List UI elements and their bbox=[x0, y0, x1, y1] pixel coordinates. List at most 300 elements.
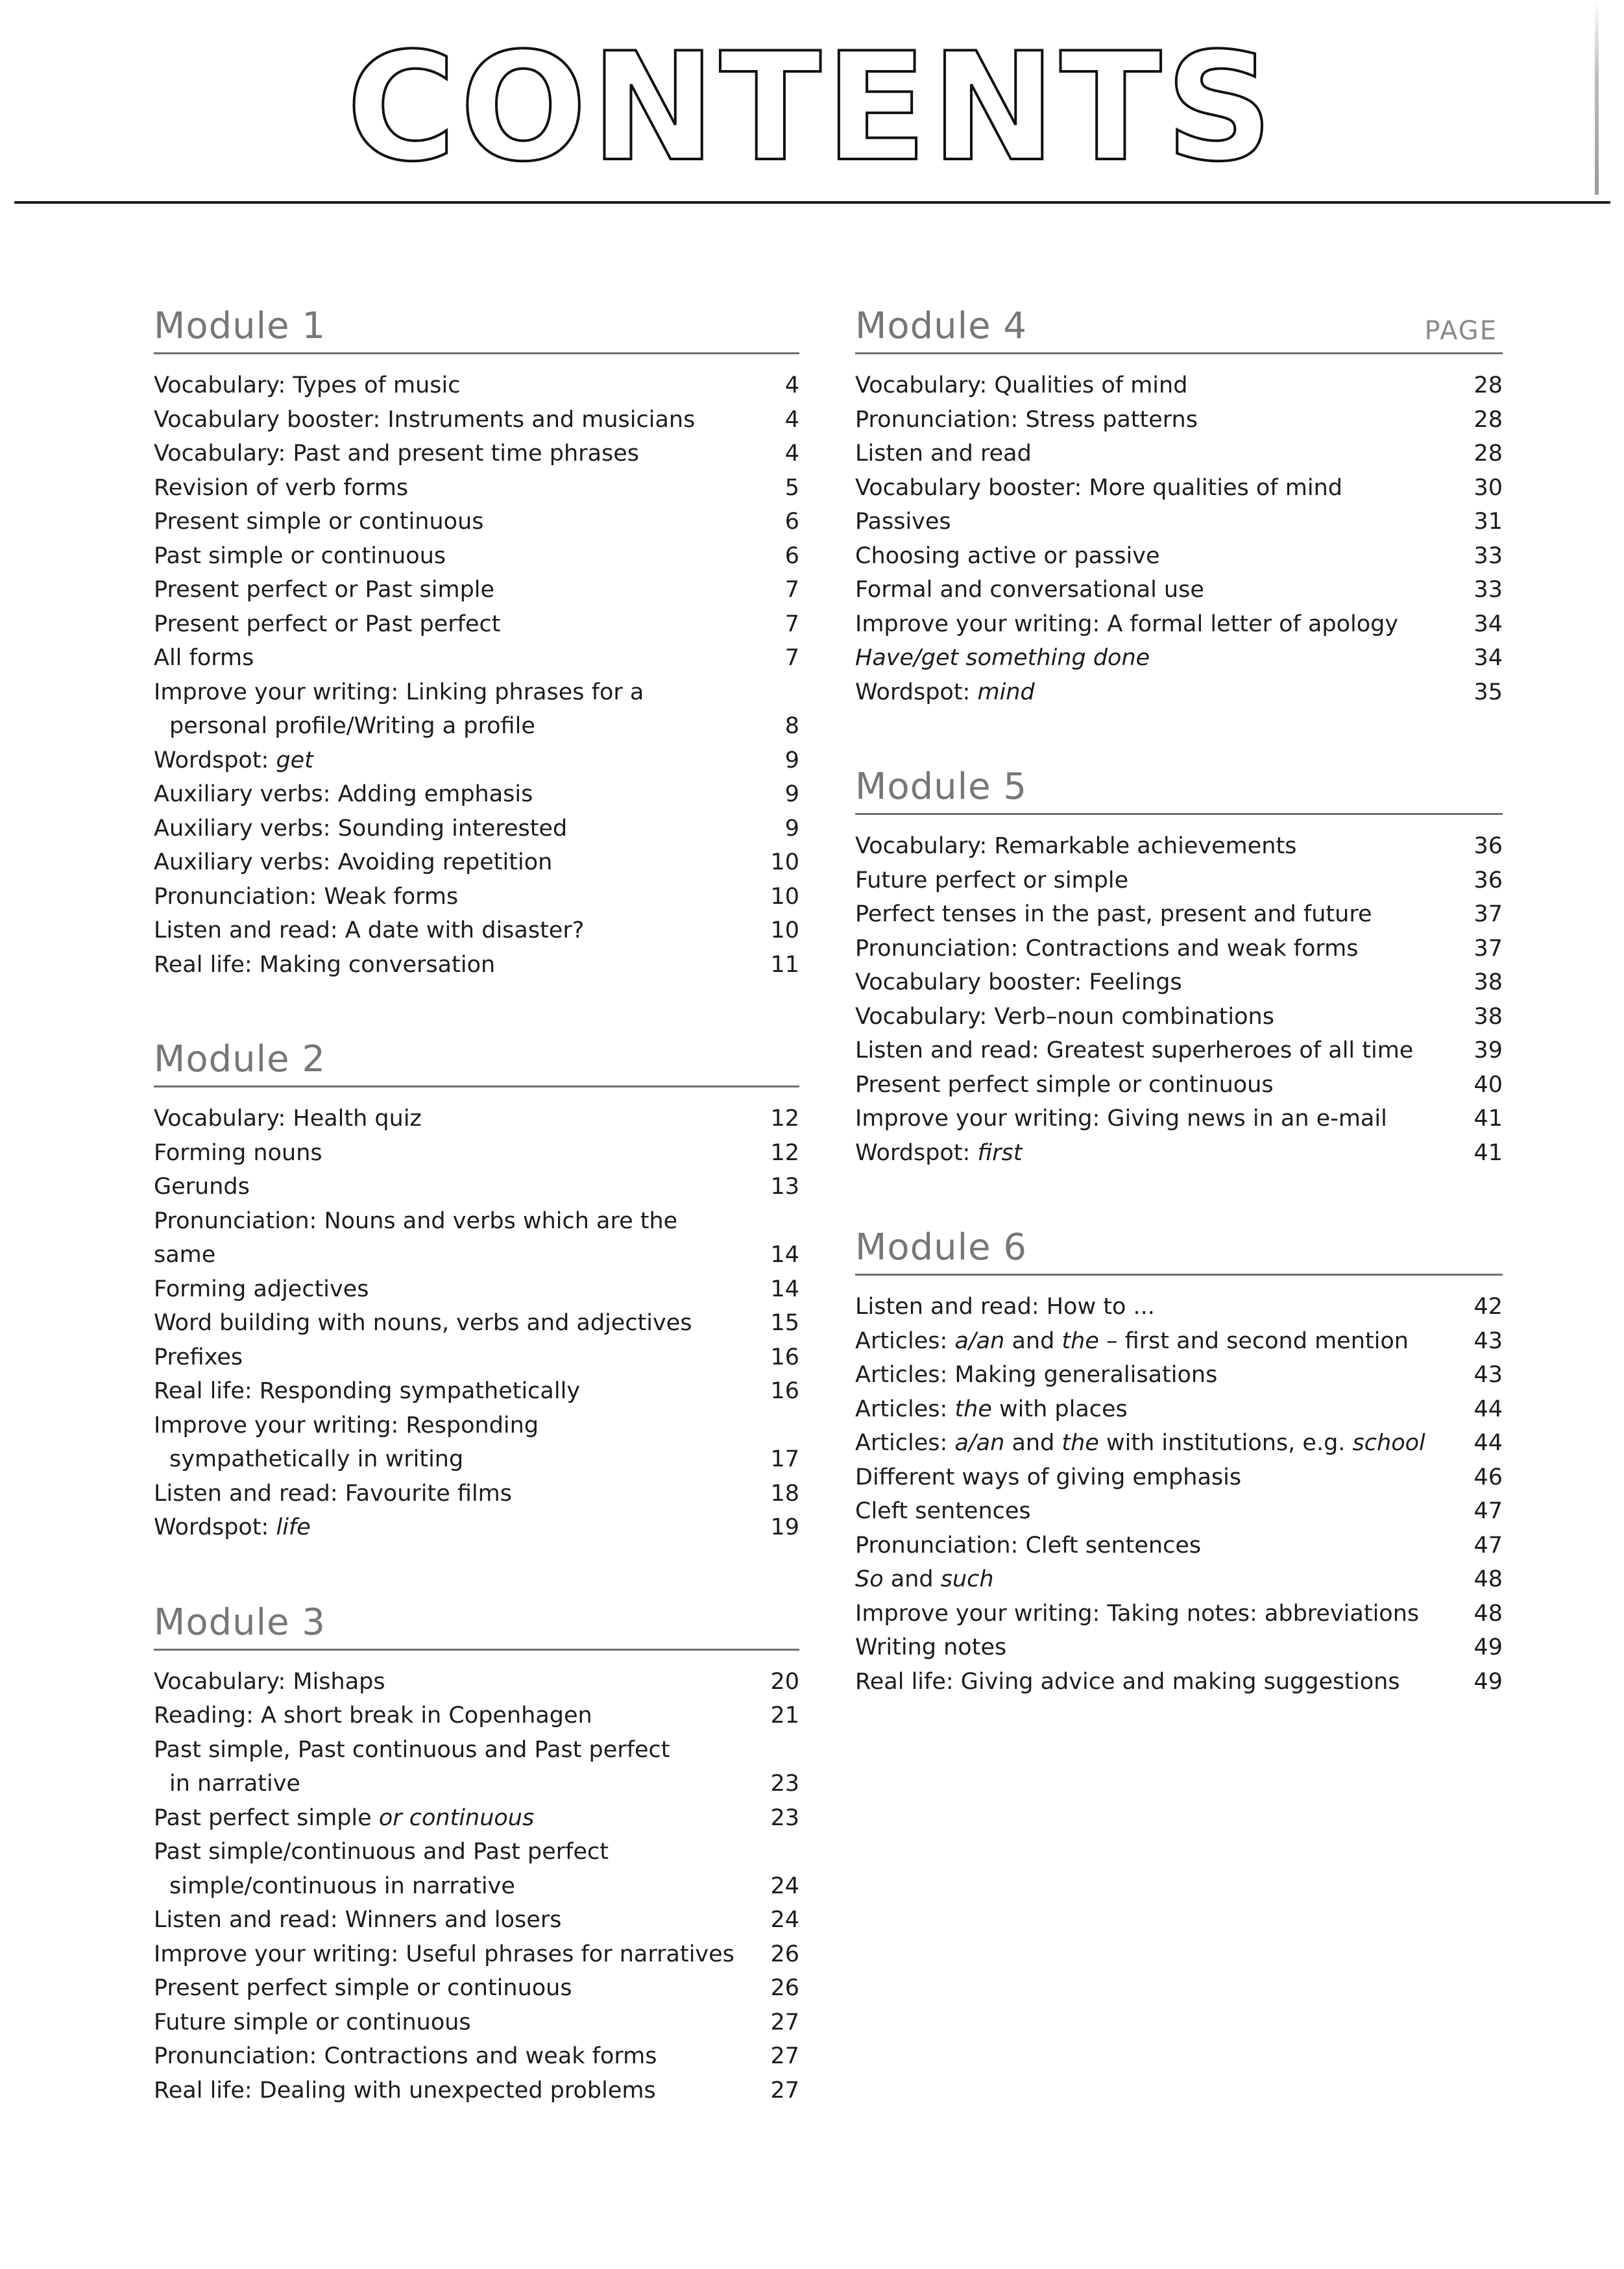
entry-text-part: Listen and read: Greatest superheroes of all time bbox=[855, 1037, 1414, 1063]
entry-text-part: mind bbox=[977, 679, 1035, 705]
entry-page-number: 9 bbox=[784, 781, 799, 807]
entry-text-part: Vocabulary: Verb–noun combinations bbox=[855, 1003, 1274, 1030]
entry-title bbox=[855, 1392, 1457, 1427]
entry-text-part: Real life: Giving advice and making suggestions bbox=[855, 1668, 1400, 1695]
entry-title bbox=[154, 1903, 754, 1937]
entry-page-number: 34 bbox=[1473, 645, 1503, 671]
entry-text-part: Prefixes bbox=[154, 1344, 243, 1370]
entry-title bbox=[855, 1034, 1457, 1068]
contents-entry bbox=[154, 812, 799, 846]
entry-text-part: Past simple or continuous bbox=[154, 542, 446, 569]
contents-entry bbox=[154, 1306, 799, 1341]
contents-entry bbox=[154, 1937, 799, 1972]
right-column bbox=[855, 302, 1503, 1752]
entry-title bbox=[855, 1102, 1457, 1136]
entry-title bbox=[855, 1631, 1457, 1665]
contents-entry bbox=[154, 1767, 799, 1801]
contents-entry bbox=[154, 505, 799, 539]
contents-entry bbox=[154, 1511, 799, 1545]
module-section bbox=[855, 302, 1503, 709]
entry-title bbox=[855, 897, 1457, 932]
contents-entry bbox=[855, 675, 1503, 710]
entry-text-part: Passives bbox=[855, 509, 951, 535]
contents-entry bbox=[154, 1869, 799, 1904]
entry-text-part: Listen and read: A date with disaster? bbox=[154, 917, 585, 943]
entry-text-part: All forms bbox=[154, 645, 254, 671]
entry-page-number: 8 bbox=[784, 713, 799, 739]
entry-page-number: 43 bbox=[1473, 1362, 1503, 1388]
entry-text-part: Articles: bbox=[855, 1328, 955, 1354]
entry-text-part: Real life: Responding sympathetically bbox=[154, 1378, 581, 1404]
entry-page-number: 5 bbox=[784, 474, 799, 501]
module-title: Module 4 bbox=[855, 305, 1028, 347]
contents-entry bbox=[855, 1494, 1503, 1529]
contents-entry bbox=[154, 1801, 799, 1836]
entry-page-number: 17 bbox=[770, 1446, 799, 1472]
entry-title bbox=[154, 777, 754, 812]
entry-page-number: 38 bbox=[1473, 969, 1503, 995]
left-column bbox=[154, 302, 799, 2161]
entry-page-number: 9 bbox=[784, 815, 799, 842]
entry-text-part: such bbox=[940, 1566, 994, 1592]
contents-entry bbox=[154, 914, 799, 948]
entry-page-number: 34 bbox=[1473, 611, 1503, 637]
entry-text-part: Pronunciation: Nouns and verbs which are the same bbox=[154, 1207, 678, 1268]
entry-page-number: 4 bbox=[784, 441, 799, 467]
contents-entry bbox=[154, 539, 799, 574]
entry-title bbox=[855, 573, 1457, 607]
entry-title bbox=[154, 1136, 754, 1171]
entry-title bbox=[154, 1665, 754, 1699]
entry-title bbox=[154, 914, 754, 948]
contents-entry bbox=[154, 709, 799, 744]
contents-title-text: CONTENTS bbox=[346, 26, 1277, 188]
entry-title bbox=[154, 880, 754, 914]
entry-page-number: 13 bbox=[770, 1174, 799, 1200]
entry-title bbox=[855, 437, 1457, 471]
contents-entry bbox=[154, 1903, 799, 1937]
entry-title bbox=[855, 539, 1457, 574]
entry-text-part: Vocabulary: Mishaps bbox=[154, 1668, 385, 1695]
entry-title bbox=[855, 1562, 1457, 1597]
contents-entry bbox=[154, 1409, 799, 1443]
entry-title bbox=[154, 845, 754, 880]
entry-title bbox=[154, 437, 754, 471]
contents-entry bbox=[855, 573, 1503, 607]
entry-title bbox=[154, 471, 754, 505]
entry-text-part: Real life: Dealing with unexpected problems bbox=[154, 2077, 656, 2104]
entry-title bbox=[154, 709, 754, 744]
entry-page-number: 48 bbox=[1473, 1566, 1503, 1592]
entry-title bbox=[855, 1324, 1457, 1359]
entry-text-part: the bbox=[954, 1396, 992, 1422]
entry-text-part: Writing notes bbox=[855, 1634, 1007, 1660]
entry-title bbox=[855, 1290, 1457, 1324]
entry-text-part: Listen and read: Favourite films bbox=[154, 1480, 513, 1507]
entry-title bbox=[154, 675, 754, 710]
entry-page-number: 36 bbox=[1473, 867, 1503, 893]
entry-text-part: get bbox=[276, 747, 313, 773]
contents-entry bbox=[855, 505, 1503, 539]
entry-page-number: 15 bbox=[770, 1310, 799, 1336]
entry-text-part: Vocabulary: Types of music bbox=[154, 372, 461, 398]
entry-title bbox=[154, 1272, 754, 1307]
entry-page-number: 27 bbox=[770, 2077, 799, 2104]
entry-page-number: 37 bbox=[1473, 901, 1503, 927]
contents-entry bbox=[855, 1631, 1503, 1665]
contents-entry bbox=[154, 403, 799, 437]
entry-page-number: 16 bbox=[770, 1344, 799, 1370]
contents-entry bbox=[855, 1562, 1503, 1597]
entry-text-part: Forming nouns bbox=[154, 1139, 322, 1166]
contents-entry bbox=[855, 403, 1503, 437]
entry-text-part: simple/continuous in narrative bbox=[169, 1873, 515, 1899]
entry-page-number: 48 bbox=[1473, 1600, 1503, 1627]
entry-text-part: Forming adjectives bbox=[154, 1276, 369, 1302]
module-heading bbox=[855, 302, 1503, 354]
entry-text-part: Revision of verb forms bbox=[154, 474, 409, 501]
contents-entry bbox=[154, 1665, 799, 1699]
title-rule bbox=[14, 201, 1610, 204]
entry-text-part: Choosing active or passive bbox=[855, 542, 1160, 569]
contents-entry bbox=[855, 1034, 1503, 1068]
contents-entry bbox=[154, 437, 799, 471]
entry-title bbox=[855, 369, 1457, 403]
entry-title bbox=[154, 812, 754, 846]
entry-page-number: 12 bbox=[770, 1106, 799, 1132]
entry-text-part: Present perfect or Past perfect bbox=[154, 611, 501, 637]
contents-entry bbox=[154, 607, 799, 642]
contents-entry bbox=[154, 1102, 799, 1136]
entry-title bbox=[154, 1409, 754, 1443]
contents-entry bbox=[154, 2006, 799, 2040]
entry-text-part: Vocabulary booster: Feelings bbox=[855, 969, 1182, 995]
entry-page-number: 33 bbox=[1473, 577, 1503, 603]
contents-entry bbox=[154, 1971, 799, 2006]
entry-page-number: 14 bbox=[770, 1276, 799, 1302]
entry-page-number: 10 bbox=[770, 883, 799, 910]
entry-page-number: 49 bbox=[1473, 1634, 1503, 1660]
contents-entry bbox=[855, 1597, 1503, 1631]
entry-text-part: Gerunds bbox=[154, 1174, 250, 1200]
entry-page-number: 31 bbox=[1473, 509, 1503, 535]
entry-page-number: 18 bbox=[770, 1480, 799, 1507]
entry-text-part: the bbox=[1061, 1430, 1099, 1456]
entry-page-number: 24 bbox=[770, 1907, 799, 1933]
entry-text-part: Vocabulary: Remarkable achievements bbox=[855, 833, 1297, 859]
entry-text-part: Wordspot: bbox=[855, 1139, 978, 1166]
entry-page-number: 30 bbox=[1473, 474, 1503, 501]
entry-text-part: Present perfect simple or continuous bbox=[855, 1071, 1274, 1098]
contents-entry bbox=[154, 1341, 799, 1375]
entry-text-part: first bbox=[977, 1139, 1023, 1166]
entry-text-part: Vocabulary: Health quiz bbox=[154, 1106, 422, 1132]
entry-text-part: Reading: A short break in Copenhagen bbox=[154, 1703, 592, 1729]
entry-text-part: Future simple or continuous bbox=[154, 2009, 471, 2035]
contents-entry bbox=[855, 1000, 1503, 1034]
entry-text-part: Formal and conversational use bbox=[855, 577, 1204, 603]
module-heading bbox=[154, 1598, 799, 1651]
entry-title bbox=[154, 573, 754, 607]
contents-entry bbox=[154, 1136, 799, 1171]
entry-text-part: Vocabulary booster: Instruments and musicians bbox=[154, 406, 696, 433]
entry-text-part: Future perfect or simple bbox=[855, 867, 1129, 893]
entry-page-number: 7 bbox=[784, 645, 799, 671]
entry-text-part: Pronunciation: Stress patterns bbox=[855, 406, 1198, 433]
entry-title bbox=[154, 1102, 754, 1136]
entry-title bbox=[154, 1971, 754, 2006]
entry-text-part: Auxiliary verbs: Adding emphasis bbox=[154, 781, 533, 807]
entry-page-number: 28 bbox=[1473, 406, 1503, 433]
entry-title bbox=[154, 2074, 754, 2108]
entry-title bbox=[855, 1358, 1457, 1392]
entry-text-part: Different ways of giving emphasis bbox=[855, 1464, 1242, 1490]
contents-entry bbox=[154, 1477, 799, 1511]
contents-entry bbox=[154, 744, 799, 778]
entry-title bbox=[855, 471, 1457, 505]
entry-title bbox=[154, 1374, 754, 1409]
contents-entry bbox=[154, 1733, 799, 1767]
entry-page-number: 36 bbox=[1473, 833, 1503, 859]
page-edge-mark bbox=[1595, 0, 1599, 195]
entry-page-number: 35 bbox=[1473, 679, 1503, 705]
entry-page-number: 24 bbox=[770, 1873, 799, 1899]
entry-title bbox=[154, 1341, 754, 1375]
entry-title bbox=[154, 1937, 754, 1972]
entry-text-part: Real life: Making conversation bbox=[154, 951, 496, 978]
entry-title bbox=[154, 1835, 754, 1869]
entry-text-part: Listen and read bbox=[855, 441, 1032, 467]
entry-title bbox=[154, 369, 754, 403]
entry-text-part: Word building with nouns, verbs and adjectives bbox=[154, 1310, 692, 1336]
entry-title bbox=[855, 1529, 1457, 1563]
entry-title bbox=[154, 1869, 754, 1904]
entry-text-part: Improve your writing: Taking notes: abbreviations bbox=[855, 1600, 1420, 1627]
entry-page-number: 19 bbox=[770, 1514, 799, 1540]
entry-text-part: Vocabulary: Qualities of mind bbox=[855, 372, 1188, 398]
contents-entry bbox=[855, 471, 1503, 505]
entry-page-number: 7 bbox=[784, 577, 799, 603]
entry-page-number: 6 bbox=[784, 509, 799, 535]
entry-page-number: 49 bbox=[1473, 1668, 1503, 1695]
contents-entry bbox=[154, 2074, 799, 2108]
entry-text-part: with places bbox=[991, 1396, 1128, 1422]
entry-page-number: 47 bbox=[1473, 1498, 1503, 1524]
entry-page-number: 44 bbox=[1473, 1396, 1503, 1422]
entry-title bbox=[855, 1068, 1457, 1102]
module-section bbox=[154, 302, 799, 982]
entry-text-part: Present perfect simple or continuous bbox=[154, 1975, 572, 2001]
contents-entry bbox=[855, 1324, 1503, 1359]
module-heading bbox=[855, 762, 1503, 815]
entry-page-number: 43 bbox=[1473, 1328, 1503, 1354]
entry-page-number: 23 bbox=[770, 1771, 799, 1797]
entry-text-part: Improve your writing: A formal letter of apology bbox=[855, 611, 1399, 637]
contents-entry bbox=[154, 880, 799, 914]
entry-page-number: 26 bbox=[770, 1975, 799, 2001]
entry-text-part: Vocabulary: Past and present time phrases bbox=[154, 441, 640, 467]
entry-text-part: Present perfect or Past simple bbox=[154, 577, 495, 603]
entry-title bbox=[855, 675, 1457, 710]
entry-title bbox=[154, 1477, 754, 1511]
contents-entry bbox=[154, 1204, 799, 1272]
entry-title bbox=[855, 403, 1457, 437]
entry-text-part: and bbox=[883, 1566, 941, 1592]
contents-entry bbox=[855, 1665, 1503, 1699]
entry-text-part: Auxiliary verbs: Sounding interested bbox=[154, 815, 568, 842]
module-section bbox=[855, 1223, 1503, 1699]
entry-title bbox=[154, 1170, 754, 1204]
contents-entry bbox=[855, 1290, 1503, 1324]
entry-title bbox=[855, 1461, 1457, 1495]
module-section bbox=[154, 1035, 799, 1545]
entry-title bbox=[855, 1426, 1457, 1461]
entry-title bbox=[855, 1494, 1457, 1529]
contents-entry bbox=[154, 845, 799, 880]
entry-page-number: 9 bbox=[784, 747, 799, 773]
entry-title bbox=[154, 1699, 754, 1733]
entry-text-part: So bbox=[855, 1566, 884, 1592]
entry-title bbox=[855, 932, 1457, 966]
entry-page-number: 16 bbox=[770, 1378, 799, 1404]
contents-entry bbox=[855, 369, 1503, 403]
entry-title bbox=[855, 965, 1457, 1000]
entry-text-part: Vocabulary booster: More qualities of mind bbox=[855, 474, 1342, 501]
entry-text-part: a/an bbox=[954, 1430, 1005, 1456]
entry-title bbox=[855, 1136, 1457, 1171]
module-section bbox=[154, 1598, 799, 2108]
entry-text-part: Articles: bbox=[855, 1430, 955, 1456]
entry-text-part: the bbox=[1061, 1328, 1099, 1354]
entry-title bbox=[154, 948, 754, 982]
entry-page-number: 38 bbox=[1473, 1003, 1503, 1030]
entry-page-number: 26 bbox=[770, 1941, 799, 1967]
contents-entry bbox=[855, 1102, 1503, 1136]
module-title: Module 1 bbox=[154, 305, 326, 347]
contents-entry bbox=[154, 573, 799, 607]
entry-text-part: – first and second mention bbox=[1098, 1328, 1409, 1354]
entry-text-part: Pronunciation: Cleft sentences bbox=[855, 1532, 1202, 1559]
entry-title bbox=[154, 2006, 754, 2040]
entry-title bbox=[154, 505, 754, 539]
entry-text-part: Listen and read: How to ... bbox=[855, 1294, 1155, 1320]
module-title: Module 3 bbox=[154, 1601, 326, 1644]
entry-text-part: Listen and read: Winners and losers bbox=[154, 1907, 562, 1933]
entry-title bbox=[154, 1442, 754, 1477]
contents-entry bbox=[855, 1529, 1503, 1563]
entry-page-number: 10 bbox=[770, 917, 799, 943]
entry-title bbox=[154, 744, 754, 778]
entry-page-number: 20 bbox=[770, 1668, 799, 1695]
entry-text-part: life bbox=[276, 1514, 311, 1540]
entry-text-part: Improve your writing: Linking phrases for a bbox=[154, 679, 644, 705]
page-column-label: PAGE bbox=[1424, 316, 1497, 346]
entry-title bbox=[855, 1000, 1457, 1034]
entry-text-part: a/an bbox=[954, 1328, 1005, 1354]
entry-title bbox=[154, 607, 754, 642]
contents-entry bbox=[154, 1442, 799, 1477]
entry-text-part: Wordspot: bbox=[154, 1514, 276, 1540]
entry-text-part: Articles: Making generalisations bbox=[855, 1362, 1218, 1388]
entry-title bbox=[855, 641, 1457, 675]
contents-entry bbox=[154, 777, 799, 812]
entry-title bbox=[855, 1597, 1457, 1631]
entry-page-number: 6 bbox=[784, 542, 799, 569]
entry-page-number: 14 bbox=[770, 1242, 799, 1268]
contents-entry bbox=[855, 1461, 1503, 1495]
entry-text-part: Improve your writing: Giving news in an e-mail bbox=[855, 1106, 1387, 1132]
entry-page-number: 46 bbox=[1473, 1464, 1503, 1490]
entry-page-number: 28 bbox=[1473, 372, 1503, 398]
contents-entry bbox=[154, 1699, 799, 1733]
entry-page-number: 33 bbox=[1473, 542, 1503, 569]
entry-text-part: and bbox=[1004, 1328, 1062, 1354]
contents-entry bbox=[154, 1835, 799, 1869]
contents-entry bbox=[154, 948, 799, 982]
entry-text-part: Pronunciation: Contractions and weak forms bbox=[154, 2043, 657, 2069]
contents-entry bbox=[855, 1426, 1503, 1461]
entry-page-number: 40 bbox=[1473, 1071, 1503, 1098]
entry-text-part: sympathetically in writing bbox=[169, 1446, 464, 1472]
module-heading bbox=[855, 1223, 1503, 1276]
contents-entry bbox=[855, 965, 1503, 1000]
module-title: Module 6 bbox=[855, 1226, 1028, 1268]
entry-page-number: 10 bbox=[770, 849, 799, 875]
entry-page-number: 44 bbox=[1473, 1430, 1503, 1456]
entry-title bbox=[154, 2039, 754, 2074]
entry-text-part: or continuous bbox=[378, 1804, 535, 1831]
contents-entry bbox=[855, 1358, 1503, 1392]
entry-text-part: Past simple, Past continuous and Past perfect bbox=[154, 1736, 670, 1763]
contents-entry bbox=[154, 471, 799, 505]
entry-page-number: 12 bbox=[770, 1139, 799, 1166]
contents-entry bbox=[855, 897, 1503, 932]
entry-text-part: school bbox=[1352, 1430, 1425, 1456]
contents-entry bbox=[855, 1068, 1503, 1102]
entry-title bbox=[154, 1204, 754, 1272]
entry-page-number: 39 bbox=[1473, 1037, 1503, 1063]
contents-entry bbox=[855, 1392, 1503, 1427]
entry-title bbox=[154, 641, 754, 675]
contents-entry bbox=[154, 1374, 799, 1409]
entry-text-part: Wordspot: bbox=[855, 679, 978, 705]
entry-title bbox=[154, 403, 754, 437]
entry-title bbox=[154, 539, 754, 574]
entry-text-part: with institutions, e.g. bbox=[1098, 1430, 1353, 1456]
entry-page-number: 4 bbox=[784, 372, 799, 398]
entry-title bbox=[855, 864, 1457, 898]
entry-page-number: 27 bbox=[770, 2009, 799, 2035]
entry-text-part: Perfect tenses in the past, present and future bbox=[855, 901, 1372, 927]
entry-page-number: 37 bbox=[1473, 935, 1503, 962]
entry-text-part: Pronunciation: Weak forms bbox=[154, 883, 459, 910]
entry-title bbox=[855, 829, 1457, 864]
entry-text-part: Past simple/continuous and Past perfect bbox=[154, 1839, 609, 1865]
contents-entry bbox=[855, 539, 1503, 574]
entry-text-part: Wordspot: bbox=[154, 747, 276, 773]
entry-text-part: Have/get something done bbox=[855, 645, 1150, 671]
contents-entry bbox=[154, 675, 799, 710]
entry-title bbox=[154, 1511, 754, 1545]
entry-page-number: 21 bbox=[770, 1703, 799, 1729]
entry-title bbox=[855, 505, 1457, 539]
entry-text-part: Present simple or continuous bbox=[154, 509, 484, 535]
contents-entry bbox=[855, 829, 1503, 864]
entry-page-number: 4 bbox=[784, 406, 799, 433]
contents-entry bbox=[855, 864, 1503, 898]
entry-text-part: Improve your writing: Responding bbox=[154, 1412, 539, 1438]
contents-entry bbox=[154, 2039, 799, 2074]
